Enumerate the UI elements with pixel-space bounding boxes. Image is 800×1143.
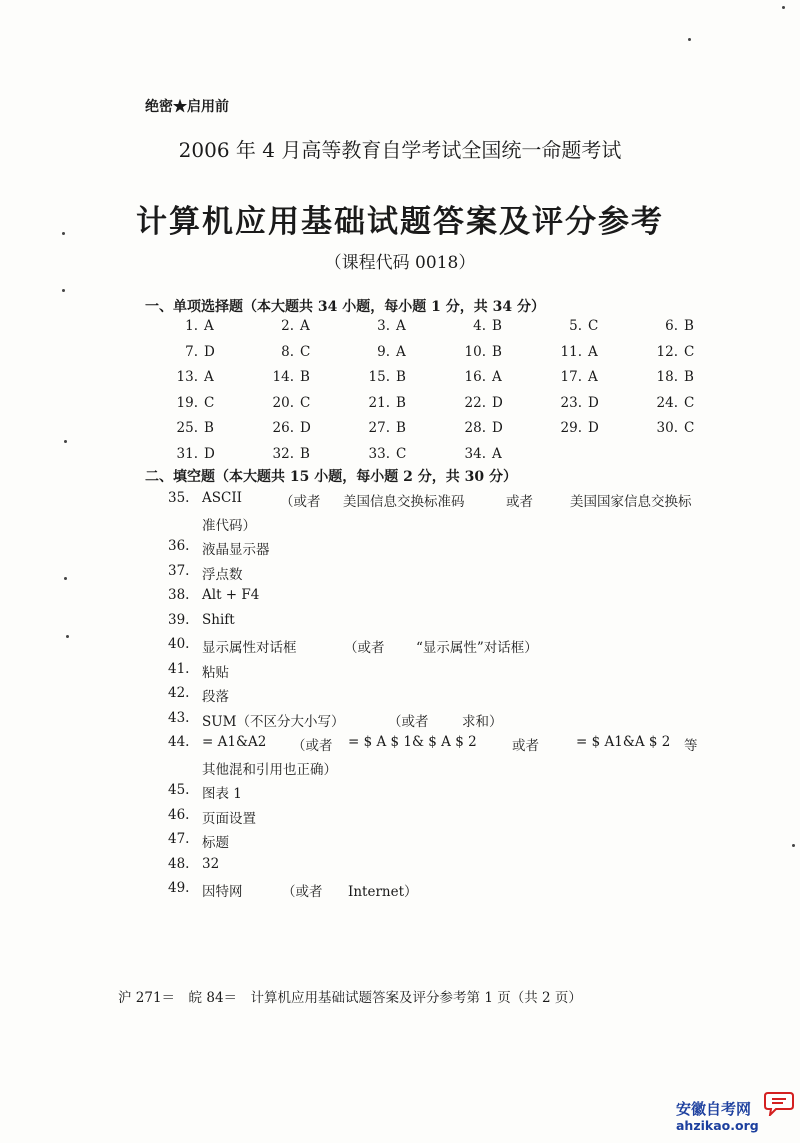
answer-text: 标题 [202,835,229,851]
item-number: 46. [168,806,190,823]
scan-speck [688,38,691,41]
item-number: 39. [168,611,190,628]
question-number: 7. [185,343,198,360]
answer-text: 显示属性对话框 [202,640,297,656]
scan-speck [782,6,785,9]
item-number: 41. [168,660,190,677]
fill-answer-item [168,782,708,807]
fill-answer-item [168,563,708,588]
answer-cell [266,395,310,411]
answer-text: 或者 [506,494,533,510]
document-title: 计算机应用基础试题答案及评分参考 [136,204,664,240]
answer-cell [554,318,598,334]
answer-text: 美国信息交换标准码 [343,494,465,510]
answer-cell [362,395,406,411]
answer-cell [170,395,214,411]
answer-cell [554,395,599,411]
fill-answer-item [168,490,708,538]
item-number: 42. [168,685,190,701]
answer-cell [650,420,694,436]
answer-cell [458,395,503,411]
answer-cell [650,395,694,411]
question-number: 4. [473,318,486,334]
answer-text: 段落 [202,689,229,705]
question-number: 23. [560,394,582,411]
answer-cell [650,369,694,385]
answer-letter: A [300,318,310,334]
answer-cell [458,420,503,436]
answer-letter: C [204,394,215,411]
answer-row [170,318,710,344]
item-number: 48. [168,855,190,872]
answer-cell [458,369,502,385]
answer-letter: A [204,318,214,334]
question-number: 15. [368,369,390,385]
item-number: 38. [168,587,190,603]
answer-letter: D [492,394,503,411]
question-number: 10. [464,343,486,360]
item-number: 43. [168,709,190,726]
question-number: 31. [176,445,198,462]
question-number: 18. [656,369,678,385]
scan-speck [62,289,65,292]
fill-answer-item [168,538,708,563]
answer-text: （或者 [344,640,385,656]
scan-speck [64,440,67,443]
question-number: 16. [464,369,486,385]
answer-text: 求和） [462,713,503,730]
answer-cell [362,420,406,436]
answer-letter: B [396,369,406,385]
answer-text: 32 [202,855,220,872]
scan-speck [66,635,69,638]
question-number: 30. [656,420,678,436]
watermark-cn: 安徽自考网 [676,1100,752,1118]
question-number: 33. [368,445,390,462]
question-number: 9. [377,343,390,360]
answer-text: = A1&A2 [202,734,267,750]
answer-continuation: 其他混和引用也正确） [202,762,337,778]
answer-text: （或者 [280,494,321,510]
answer-text: 粘贴 [202,664,229,681]
answer-cell [266,446,310,462]
answer-cell [170,420,214,436]
page-footer: 沪 271＝ 皖 84＝ 计算机应用基础试题答案及评分参考第 1 页（共 2 页） [118,990,582,1006]
answer-letter: A [588,369,598,385]
answer-letter: B [204,420,214,436]
answer-cell [266,369,310,385]
fill-answer-item [168,831,708,856]
answer-letter: A [492,369,502,385]
answer-cell [458,446,502,462]
fill-answer-item [168,880,708,905]
question-number: 6. [665,318,678,334]
answer-cell [458,318,502,334]
question-number: 21. [368,394,390,411]
question-number: 14. [272,369,294,385]
answer-letter: D [300,420,311,436]
answer-cell [362,446,406,462]
answer-letter: B [396,420,406,436]
question-number: 3. [377,318,390,334]
answer-text: = $ A $ 1& $ A $ 2 [348,734,477,750]
answer-letter: A [396,343,406,360]
answer-letter: B [396,394,406,411]
answer-letter: B [492,343,502,360]
answer-text: “显示属性”对话框） [416,640,538,656]
fill-answer-item [168,661,708,686]
question-number: 19. [176,394,198,411]
answer-text: （或者 [282,884,323,900]
fill-answer-item [168,856,708,881]
answer-letter: A [492,445,502,462]
answer-cell [362,318,406,334]
answer-letter: C [300,343,311,360]
question-number: 32. [272,445,294,462]
answer-letter: C [396,445,407,462]
question-number: 12. [656,343,678,360]
answer-letter: C [684,394,695,411]
question-number: 26. [272,420,294,436]
fill-blank-answers [168,490,708,905]
question-number: 34. [464,445,486,462]
answer-text: （或者 [388,713,429,730]
answer-row [170,344,710,370]
answer-text: 美国国家信息交换标 [570,494,692,510]
answer-text: 或者 [512,738,539,754]
answer-cell [266,344,310,360]
answer-letter: C [684,420,695,436]
answer-letter: A [588,343,598,360]
answer-cell [554,344,598,360]
answer-text: 液晶显示器 [202,542,270,558]
answer-letter: A [396,318,406,334]
answer-cell [650,318,694,334]
question-number: 28. [464,420,486,436]
question-number: 1. [185,318,198,334]
item-number: 37. [168,562,190,579]
section2-heading: 二、填空题（本大题共 15 小题，每小题 2 分，共 30 分） [145,469,517,485]
question-number: 8. [281,343,294,360]
answer-letter: B [684,318,694,334]
answer-letter: C [300,394,311,411]
answer-text: 图表 1 [202,786,242,802]
multiple-choice-answers [170,318,710,471]
item-number: 36. [168,538,190,554]
scan-speck [64,577,67,580]
item-number: 47. [168,831,190,847]
answer-row [170,420,710,446]
answer-cell [554,369,598,385]
item-number: 35. [168,490,190,506]
answer-cell [362,344,406,360]
answer-letter: D [204,445,215,462]
question-number: 25. [176,420,198,436]
watermark-en: ahzikao.org [676,1118,759,1133]
answer-row [170,395,710,421]
answer-letter: B [684,369,694,385]
question-number: 13. [176,369,198,385]
answer-text: SUM（不区分大小写） [202,713,345,730]
answer-letter: B [300,369,310,385]
answer-letter: B [492,318,502,334]
answer-text: Internet） [348,884,418,900]
question-number: 29. [560,420,582,436]
answer-letter: B [300,445,310,462]
watermark-logo [676,1088,796,1140]
question-number: 5. [569,318,582,334]
question-number: 2. [281,318,294,334]
answer-cell [170,318,214,334]
answer-cell [266,420,311,436]
answer-letter: D [204,343,215,360]
answer-cell [458,344,502,360]
answer-cell [650,344,694,360]
item-number: 49. [168,880,190,896]
scan-speck [792,844,795,847]
question-number: 27. [368,420,390,436]
answer-letter: C [588,318,599,334]
item-number: 44. [168,734,190,750]
answer-cell [170,369,214,385]
answer-cell [170,344,215,360]
answer-cell [554,420,599,436]
question-number: 22. [464,394,486,411]
answer-letter: D [588,394,599,411]
answer-continuation: 准代码） [202,518,256,534]
question-number: 17. [560,369,582,385]
answer-text: 等 [684,738,698,754]
answer-text: （或者 [292,738,333,754]
answer-text: 页面设置 [202,810,256,827]
confidential-mark: 绝密★启用前 [145,99,229,115]
answer-text: 因特网 [202,884,243,900]
question-number: 20. [272,394,294,411]
answer-cell [170,446,215,462]
answer-cell [266,318,310,334]
answer-letter: C [684,343,695,360]
fill-answer-item [168,612,708,637]
speech-bubble-logo-icon [764,1090,794,1116]
answer-text: = $ A1&A $ 2 [576,734,671,750]
answer-letter: D [492,420,503,436]
item-number: 45. [168,782,190,798]
fill-answer-item [168,685,708,710]
course-code: （课程代码 0018） [324,253,476,273]
fill-answer-item [168,587,708,612]
fill-answer-item [168,636,708,661]
answer-row [170,369,710,395]
question-number: 11. [560,343,582,360]
answer-text: 浮点数 [202,566,243,583]
answer-cell [362,369,406,385]
scan-speck [62,232,65,235]
answer-letter: D [588,420,599,436]
answer-letter: A [204,369,214,385]
answer-text: Shift [202,611,235,628]
item-number: 40. [168,636,190,652]
exam-subtitle: 2006 年 4 月高等教育自学考试全国统一命题考试 [178,138,622,162]
answer-text: ASCII [202,490,242,506]
answer-text: Alt + F4 [202,587,260,603]
section1-heading: 一、单项选择题（本大题共 34 小题，每小题 1 分，共 34 分） [145,299,545,315]
fill-answer-item [168,734,708,782]
fill-answer-item [168,710,708,735]
question-number: 24. [656,394,678,411]
fill-answer-item [168,807,708,832]
